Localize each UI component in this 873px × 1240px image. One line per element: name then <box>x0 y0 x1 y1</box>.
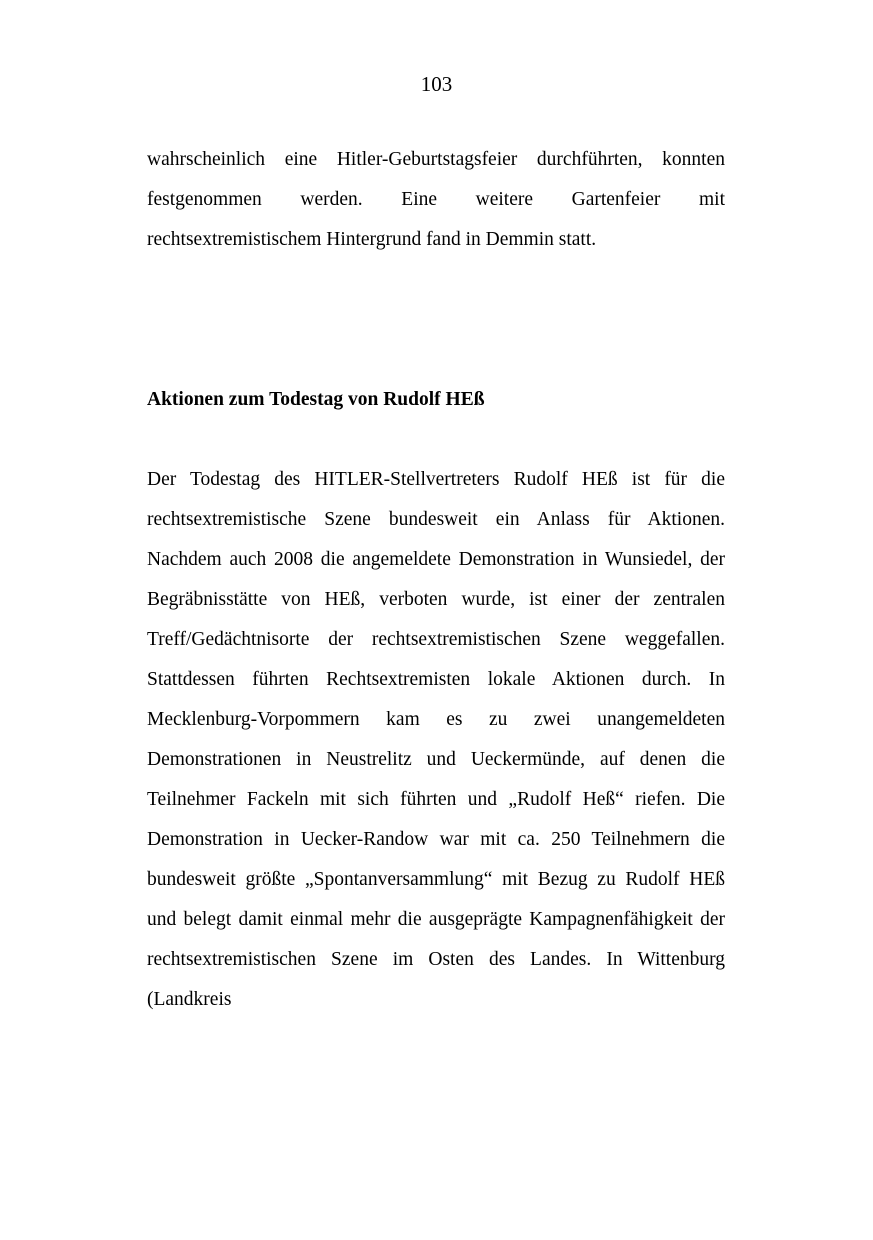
section-heading-hess-actions: Aktionen zum Todestag von Rudolf HEß <box>147 389 485 410</box>
paragraph-continuation: wahrscheinlich eine Hitler-Geburtstagsfeier durchführten, konnten festgenommen werden. Eine weitere Gartenfeier mit rechtsextremistischem Hintergrund fand in Demmin statt. <box>147 149 725 250</box>
page-content <box>147 140 725 1020</box>
heading-spacer <box>147 420 725 460</box>
page-number: 103 <box>420 72 453 96</box>
paragraph-hess-actions: Der Todestag des HITLER-Stellvertreters Rudolf HEß ist für die rechtsextremistische Szene bundesweit ein Anlass für Aktionen. Nachdem auch 2008 die angemeldete Demonstration in Wunsiedel, der Begräbnisstätte von HEß, verboten wurde, ist einer der zentralen Treff/Gedächtnisorte der rechtsextremistischen Szene weggefallen. Stattdessen führten Rechtsextremisten lokale Aktionen durch. In Mecklenburg-Vorpommern kam es zu zwei unangemeldeten Demonstrationen in Neustrelitz und Ueckermünde, auf denen die Teilnehmer Fackeln mit sich führten und „Rudolf Heß“ riefen. Die Demonstration in Uecker-Randow war mit ca. 250 Teilnehmern die bundesweit größte „Spontanversammlung“ mit Bezug zu Rudolf HEß und belegt damit einmal mehr die ausgeprägte Kampagnenfähigkeit der rechtsextremistischen Szene im Osten des Landes. In Wittenburg (Landkreis <box>147 469 725 1010</box>
section-spacer <box>147 260 725 380</box>
